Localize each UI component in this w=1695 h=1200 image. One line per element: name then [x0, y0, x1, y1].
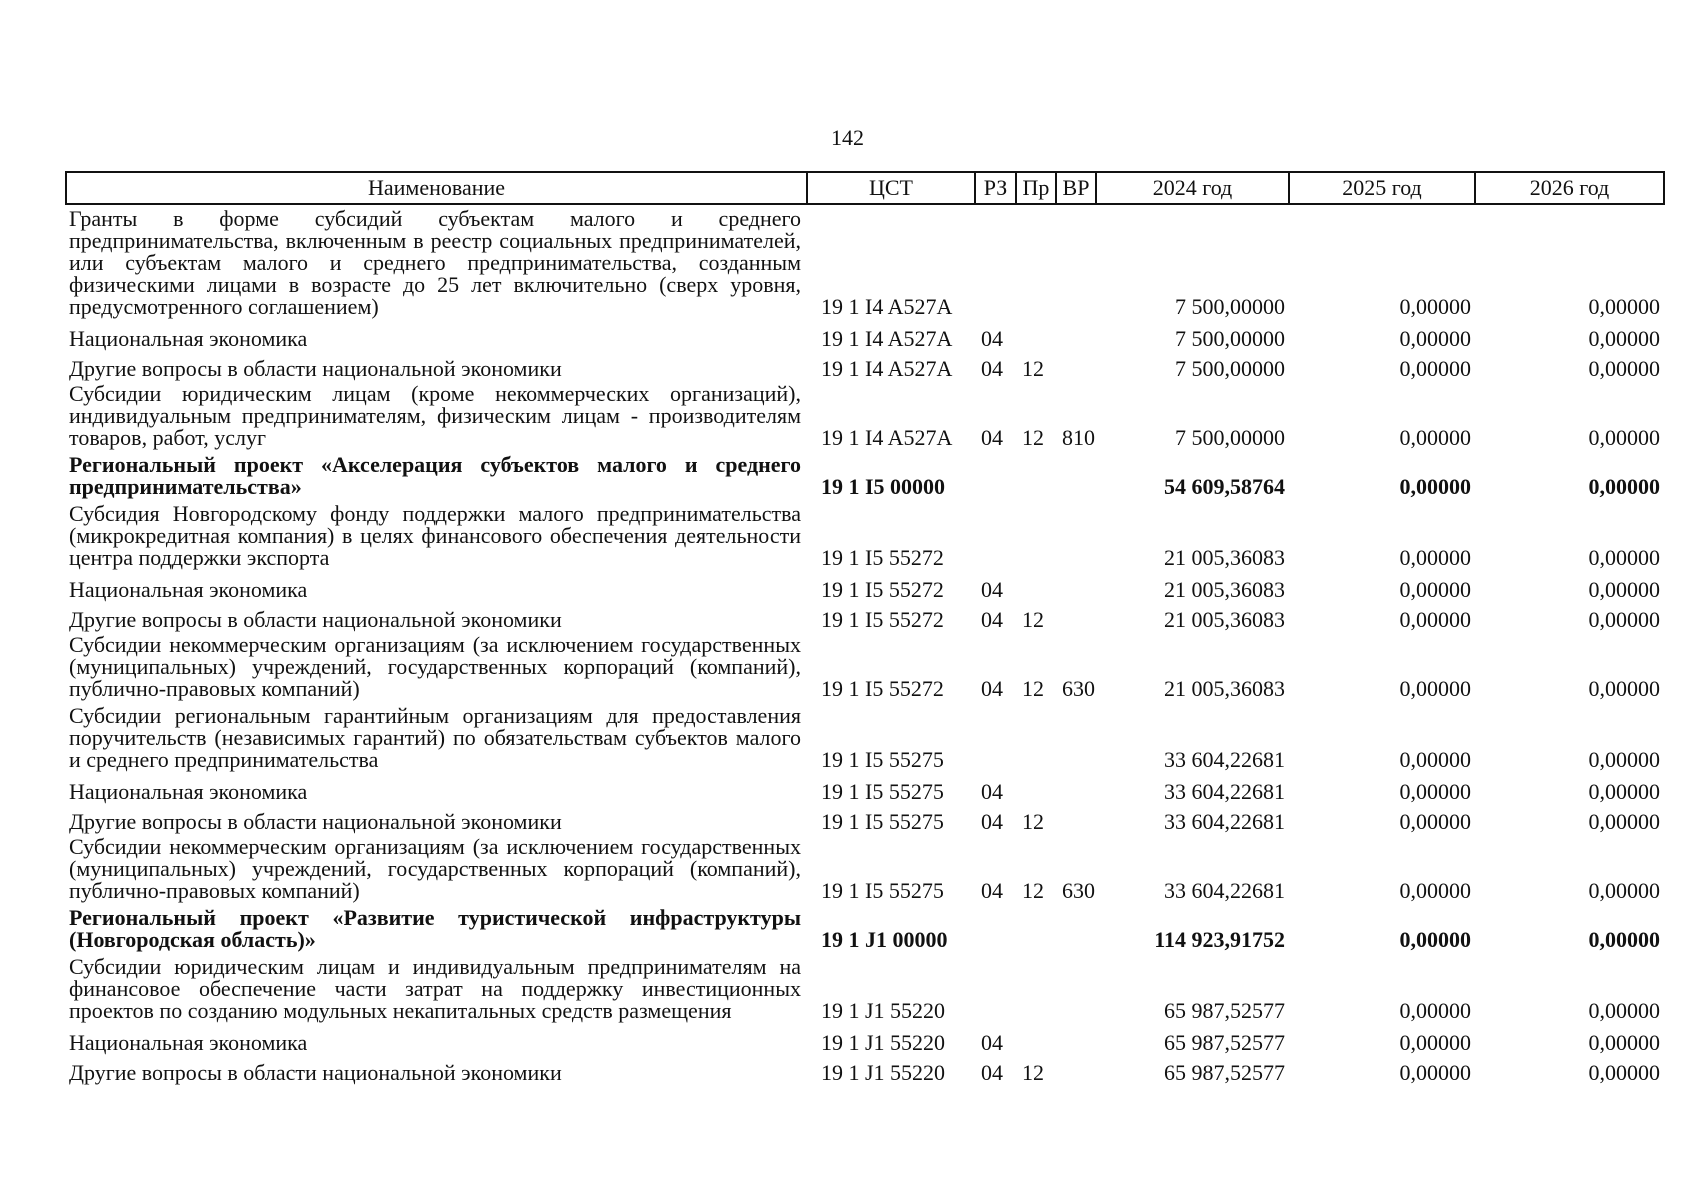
row-cst: 19 1 J1 55220 [821, 1060, 946, 1085]
row-vr [1056, 1054, 1096, 1084]
row-name: Субсидии некоммерческим организациям (за исключением государственных (муниципальных) учреждений, государственных корпораций (компаний), публично-правовых компаний) [69, 834, 801, 903]
row-vr: 630 [1062, 878, 1095, 903]
row-vr [1056, 773, 1096, 803]
row-2026: 0,00000 [1588, 607, 1660, 632]
row-2024: 65 987,52577 [1164, 998, 1285, 1023]
row-vr: 810 [1062, 425, 1095, 450]
row-cst: 19 1 I4 A527A [821, 326, 953, 351]
row-rz [975, 204, 1016, 320]
row-rz: 04 [981, 1060, 1003, 1085]
row-2026: 0,00000 [1588, 927, 1660, 952]
row-pr: 12 [1022, 607, 1044, 632]
row-vr [1056, 320, 1096, 350]
row-2025: 0,00000 [1399, 425, 1471, 450]
row-2026: 0,00000 [1588, 779, 1660, 804]
row-rz: 04 [981, 676, 1003, 701]
table-row [66, 773, 1664, 803]
row-pr [1016, 320, 1056, 350]
row-rz [975, 953, 1016, 1024]
table-row [66, 1024, 1664, 1054]
row-vr [1056, 451, 1096, 500]
row-2024: 33 604,22681 [1164, 809, 1285, 834]
table-row [66, 204, 1664, 320]
row-cst: 19 1 I5 00000 [821, 474, 946, 499]
row-2025: 0,00000 [1399, 1030, 1471, 1055]
row-rz: 04 [981, 1030, 1003, 1055]
row-rz: 04 [981, 878, 1003, 903]
row-2024: 65 987,52577 [1164, 1030, 1285, 1055]
row-rz: 04 [981, 326, 1003, 351]
row-pr: 12 [1022, 676, 1044, 701]
row-name: Другие вопросы в области национальной экономики [69, 809, 562, 834]
row-2026: 0,00000 [1588, 577, 1660, 602]
row-2024: 21 005,36083 [1164, 607, 1285, 632]
table-row [66, 1054, 1664, 1084]
row-2026: 0,00000 [1588, 326, 1660, 351]
table-row [66, 631, 1664, 702]
row-cst: 19 1 J1 55220 [821, 1030, 946, 1055]
row-vr: 630 [1062, 676, 1095, 701]
page-number: 142 [831, 125, 864, 150]
table-row [66, 953, 1664, 1024]
row-name: Региональный проект «Развитие туристической инфраструктуры (Новгородская область)» [69, 905, 801, 952]
row-2024: 7 500,00000 [1175, 425, 1285, 450]
row-vr [1056, 204, 1096, 320]
row-2024: 33 604,22681 [1164, 878, 1285, 903]
budget-table [65, 171, 1665, 1084]
row-cst: 19 1 I4 A527A [821, 356, 953, 381]
row-2025: 0,00000 [1399, 356, 1471, 381]
row-pr: 12 [1022, 1060, 1044, 1085]
table-row-section [66, 451, 1664, 500]
table-row [66, 833, 1664, 904]
row-2025: 0,00000 [1399, 577, 1471, 602]
row-name: Национальная экономика [69, 577, 308, 602]
row-name: Другие вопросы в области национальной экономики [69, 356, 562, 381]
header-rz: РЗ [975, 172, 1016, 204]
row-pr: 12 [1022, 356, 1044, 381]
row-name: Другие вопросы в области национальной экономики [69, 607, 562, 632]
row-vr [1056, 601, 1096, 631]
row-2024: 21 005,36083 [1164, 545, 1285, 570]
row-vr [1056, 953, 1096, 1024]
row-cst: 19 1 J1 00000 [821, 927, 948, 952]
row-name: Субсидии юридическим лицам (кроме некоммерческих организаций), индивидуальным предпринимателям, физическим лицам - производителям товаров, работ, услуг [69, 381, 801, 450]
row-rz: 04 [981, 425, 1003, 450]
row-2026: 0,00000 [1588, 1060, 1660, 1085]
row-2025: 0,00000 [1399, 747, 1471, 772]
row-pr [1016, 773, 1056, 803]
row-pr [1016, 1024, 1056, 1054]
row-2025: 0,00000 [1399, 878, 1471, 903]
row-cst: 19 1 J1 55220 [821, 998, 946, 1023]
row-vr [1056, 500, 1096, 571]
row-name: Национальная экономика [69, 779, 308, 804]
row-2024: 54 609,58764 [1164, 474, 1285, 499]
row-rz: 04 [981, 607, 1003, 632]
header-cst: ЦСТ [807, 172, 975, 204]
header-2024: 2024 год [1096, 172, 1289, 204]
row-2025: 0,00000 [1399, 545, 1471, 570]
row-2026: 0,00000 [1588, 809, 1660, 834]
header-name: Наименование [66, 172, 807, 204]
row-2026: 0,00000 [1588, 878, 1660, 903]
row-2025: 0,00000 [1399, 474, 1471, 499]
table-row [66, 380, 1664, 451]
row-vr [1056, 803, 1096, 833]
row-name: Субсидия Новгородскому фонду поддержки малого предпринимательства (микрокредитная компания) в целях финансового обеспечения деятельности центра поддержки экспорта [69, 501, 801, 570]
table-header-row [66, 172, 1664, 204]
row-2026: 0,00000 [1588, 1030, 1660, 1055]
row-rz [975, 904, 1016, 953]
row-name: Субсидии некоммерческим организациям (за исключением государственных (муниципальных) учреждений, государственных корпораций (компаний), публично-правовых компаний) [69, 632, 801, 701]
row-rz: 04 [981, 779, 1003, 804]
row-pr [1016, 204, 1056, 320]
table-row [66, 601, 1664, 631]
row-pr [1016, 500, 1056, 571]
row-2024: 33 604,22681 [1164, 779, 1285, 804]
row-2024: 33 604,22681 [1164, 747, 1285, 772]
row-cst: 19 1 I5 55275 [821, 809, 944, 834]
row-vr [1056, 904, 1096, 953]
row-cst: 19 1 I4 A527A [821, 425, 953, 450]
row-rz: 04 [981, 356, 1003, 381]
row-cst: 19 1 I5 55272 [821, 607, 944, 632]
table-row [66, 702, 1664, 773]
row-2026: 0,00000 [1588, 474, 1660, 499]
row-pr [1016, 702, 1056, 773]
row-2024: 7 500,00000 [1175, 356, 1285, 381]
table-row [66, 350, 1664, 380]
row-2024: 65 987,52577 [1164, 1060, 1285, 1085]
row-2024: 7 500,00000 [1175, 326, 1285, 351]
row-name: Национальная экономика [69, 1030, 308, 1055]
header-2025: 2025 год [1289, 172, 1475, 204]
row-rz [975, 500, 1016, 571]
table-row [66, 500, 1664, 571]
row-name: Гранты в форме субсидий субъектам малого и среднего предпринимательства, включенным в реестр социальных предпринимателей, или субъектам малого и среднего предпринимательства, созданным физическими лицами в возрасте до 25 лет включительно (сверх уровня, предусмотренного соглашением) [69, 206, 801, 319]
row-cst: 19 1 I5 55275 [821, 878, 944, 903]
row-vr [1056, 702, 1096, 773]
table-row [66, 320, 1664, 350]
row-cst: 19 1 I5 55275 [821, 779, 944, 804]
row-pr: 12 [1022, 425, 1044, 450]
row-name: Региональный проект «Акселерация субъектов малого и среднего предпринимательства» [69, 452, 801, 499]
row-pr [1016, 904, 1056, 953]
row-2025: 0,00000 [1399, 998, 1471, 1023]
row-cst: 19 1 I5 55272 [821, 676, 944, 701]
row-rz: 04 [981, 809, 1003, 834]
header-vr: ВР [1056, 172, 1096, 204]
row-2026: 0,00000 [1588, 998, 1660, 1023]
row-2025: 0,00000 [1399, 676, 1471, 701]
row-pr: 12 [1022, 809, 1044, 834]
row-2026: 0,00000 [1588, 356, 1660, 381]
row-vr [1056, 1024, 1096, 1054]
header-2026: 2026 год [1475, 172, 1664, 204]
row-2025: 0,00000 [1399, 809, 1471, 834]
budget-table-container [65, 171, 1663, 1084]
row-2026: 0,00000 [1588, 425, 1660, 450]
row-vr [1056, 571, 1096, 601]
row-2025: 0,00000 [1399, 1060, 1471, 1085]
row-2025: 0,00000 [1399, 779, 1471, 804]
table-row [66, 803, 1664, 833]
row-2024: 21 005,36083 [1164, 577, 1285, 602]
row-cst: 19 1 I5 55275 [821, 747, 944, 772]
row-2025: 0,00000 [1399, 607, 1471, 632]
row-name: Субсидии юридическим лицам и индивидуальным предпринимателям на финансовое обеспечение части затрат на поддержку инвестиционных проектов по созданию модульных некапитальных средств размещения [69, 954, 801, 1023]
row-cst: 19 1 I5 55272 [821, 577, 944, 602]
row-vr [1056, 350, 1096, 380]
row-pr [1016, 953, 1056, 1024]
row-name: Национальная экономика [69, 326, 308, 351]
row-2026: 0,00000 [1588, 294, 1660, 319]
row-pr: 12 [1022, 878, 1044, 903]
row-2024: 7 500,00000 [1175, 294, 1285, 319]
table-row [66, 571, 1664, 601]
row-name: Другие вопросы в области национальной экономики [69, 1060, 562, 1085]
row-2025: 0,00000 [1399, 326, 1471, 351]
row-2026: 0,00000 [1588, 676, 1660, 701]
table-row-section [66, 904, 1664, 953]
row-pr [1016, 451, 1056, 500]
row-2024: 21 005,36083 [1164, 676, 1285, 701]
row-cst: 19 1 I4 A527A [821, 294, 953, 319]
row-2025: 0,00000 [1399, 294, 1471, 319]
row-pr [1016, 571, 1056, 601]
row-rz: 04 [981, 577, 1003, 602]
row-2025: 0,00000 [1399, 927, 1471, 952]
row-cst: 19 1 I5 55272 [821, 545, 944, 570]
row-2024: 114 923,91752 [1154, 927, 1285, 952]
row-2026: 0,00000 [1588, 747, 1660, 772]
row-rz [975, 702, 1016, 773]
row-rz [975, 451, 1016, 500]
row-2026: 0,00000 [1588, 545, 1660, 570]
row-name: Субсидии региональным гарантийным организациям для предоставления поручительств (независимых гарантий) по обязательствам субъектов малого и среднего предпринимательства [69, 703, 801, 772]
header-pr: Пр [1016, 172, 1056, 204]
